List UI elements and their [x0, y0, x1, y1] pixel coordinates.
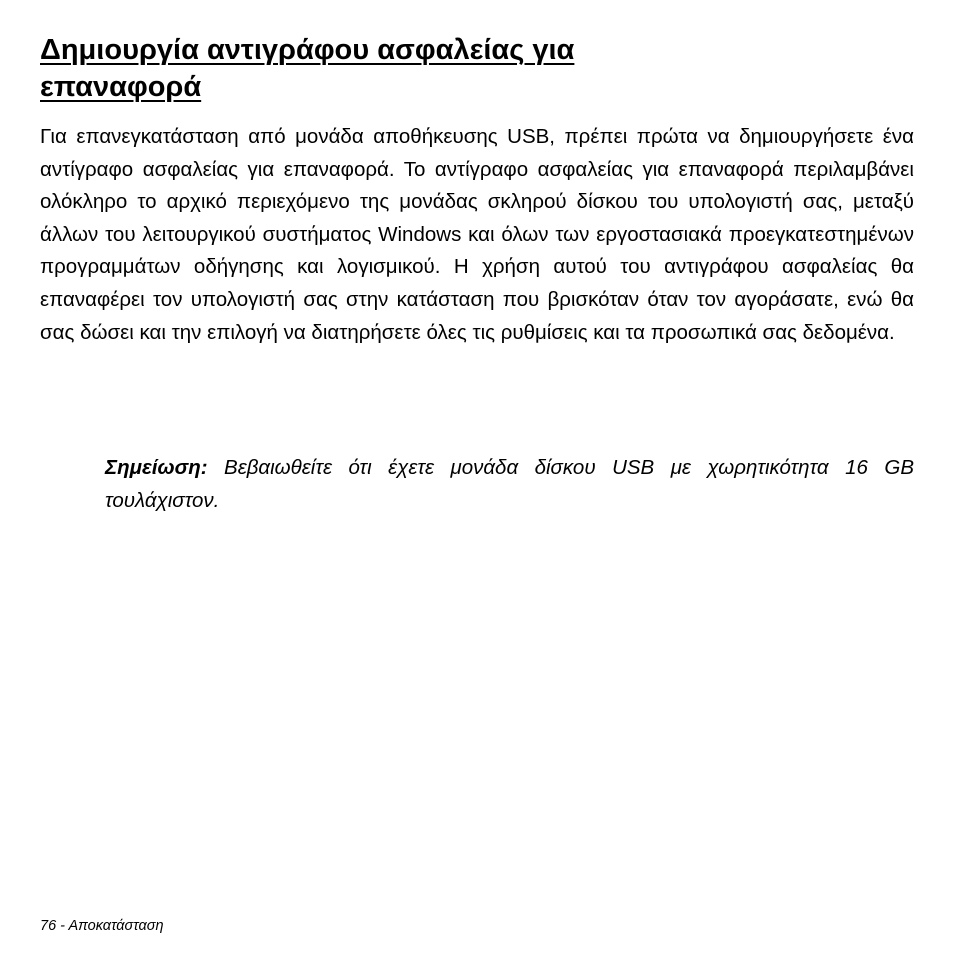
note-label: Σημείωση:: [105, 456, 208, 479]
section-title-line-1: Δημιουργία αντιγράφου ασφαλείας για: [40, 34, 575, 66]
section-title: [40, 32, 740, 106]
section-title-line-2: επαναφορά: [40, 71, 202, 103]
note-block: [105, 452, 914, 517]
page-footer: 76 - Αποκατάσταση: [40, 918, 164, 934]
body-paragraph: Για επανεγκατάσταση από μονάδα αποθήκευσης USB, πρέπει πρώτα να δημιουργήσετε ένα αντίγραφο ασφαλείας για επαναφορά. Το αντίγραφο ασφαλείας για επαναφορά περιλαμβάνει ολόκληρο το αρχικό περιεχόμενο της μονάδας σκληρού δίσκου του υπολογιστή σας, μεταξύ άλλων του λειτουργικού συστήματος Windows και όλων των εργοστασιακά προεγκατεστημένων προγραμμάτων οδήγησης και λογισμικού. Η χρήση αυτού του αντιγράφου ασφαλείας θα επαναφέρει τον υπολογιστή σας στην κατάσταση που βρισκόταν όταν τον αγοράσατε, ενώ θα σας δώσει και την επιλογή να διατηρήσετε όλες τις ρυθμίσεις και τα προσωπικά σας δεδομένα.: [40, 125, 914, 344]
note-text: Βεβαιωθείτε ότι έχετε μονάδα δίσκου USB με χωρητικότητα 16 GB τουλάχιστον.: [105, 456, 914, 512]
